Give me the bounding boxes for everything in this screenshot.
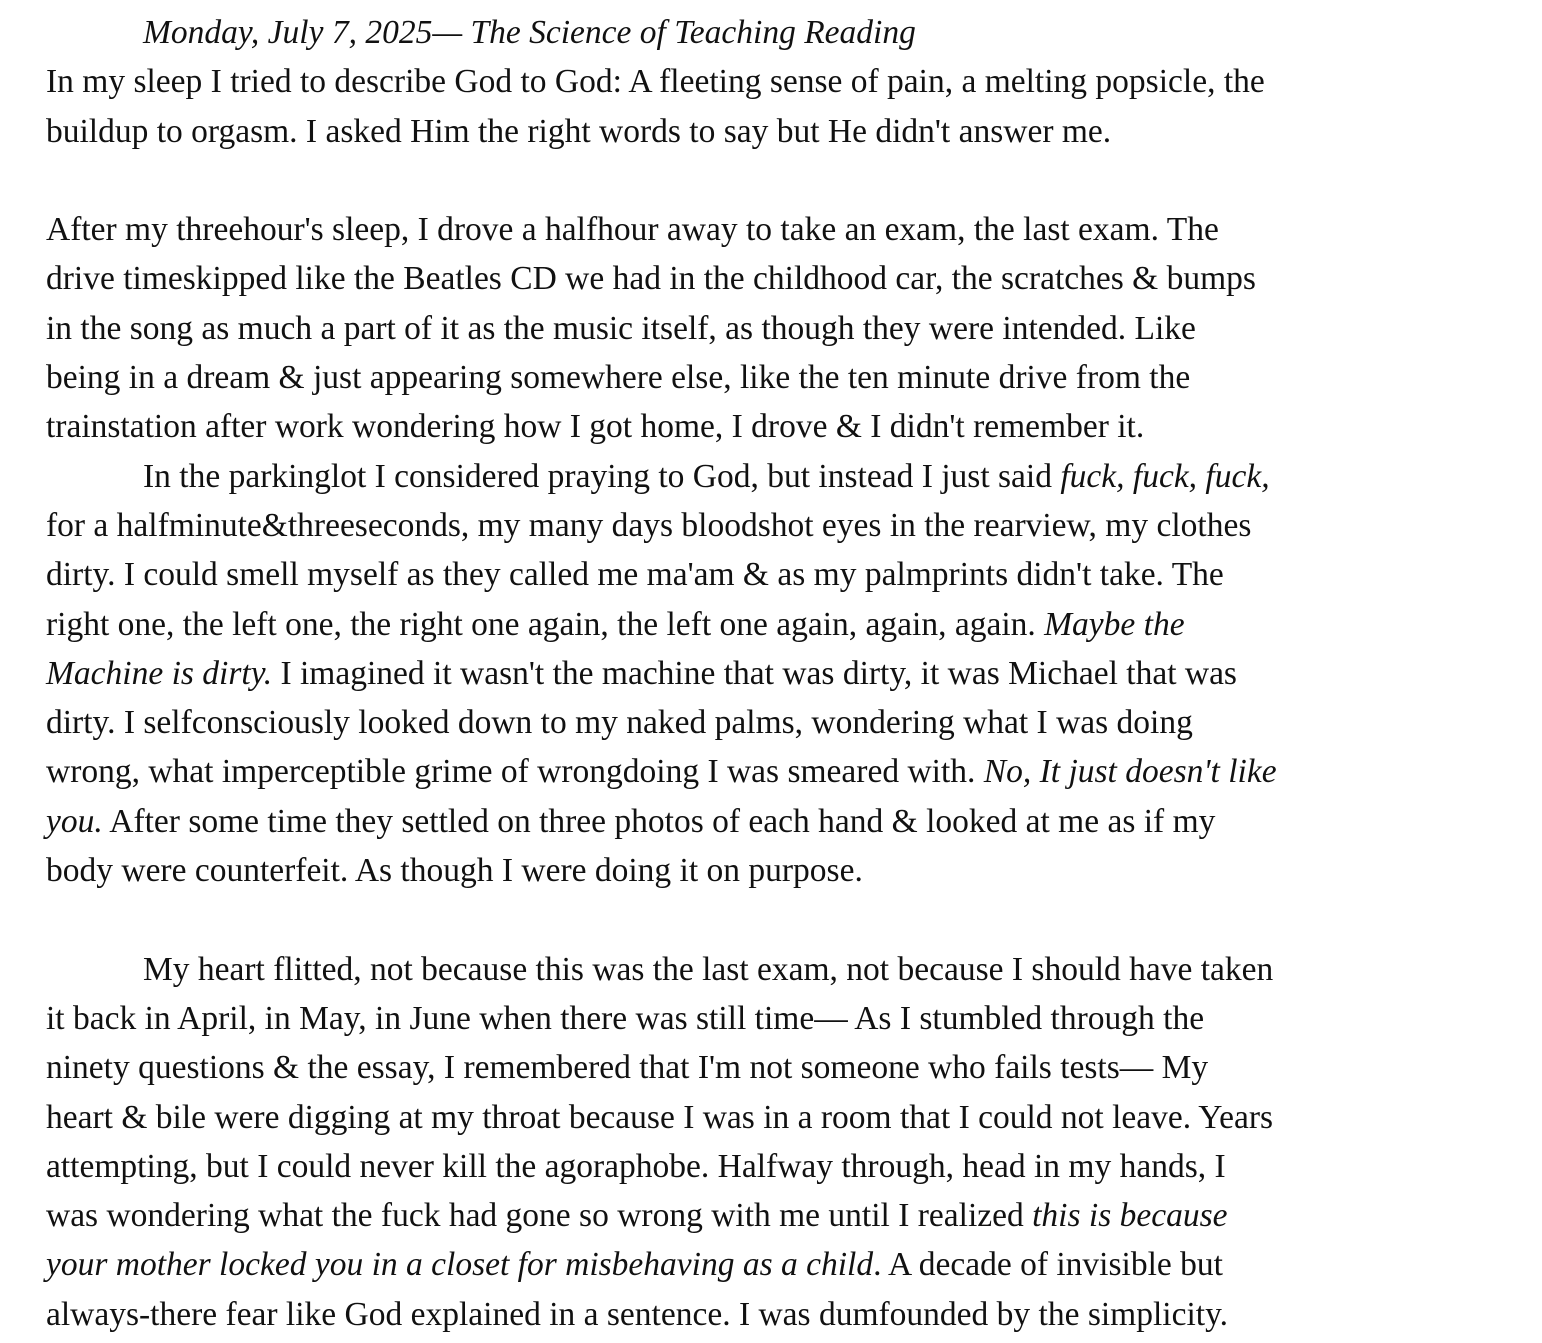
text-run: After some time they settled on three photos of each hand & looked at me as if my — [102, 802, 1216, 840]
text-line — [46, 1142, 1446, 1191]
text-line — [46, 402, 1446, 451]
text-line — [46, 600, 1446, 649]
text-line — [46, 649, 1446, 698]
italic-text: fuck, fuck, fuck, — [1060, 457, 1270, 495]
text-run: in the song as much a part of it as the music itself, as though they were intended. Like — [46, 309, 1196, 347]
text-run: drive timeskipped like the Beatles CD we had in the childhood car, the scratches & bumps — [46, 260, 1256, 298]
text-run: My heart flitted, not because this was the last exam, not because I should have taken — [143, 950, 1274, 988]
text-line — [46, 1290, 1446, 1339]
text-line — [46, 994, 1446, 1043]
text-line — [46, 501, 1446, 550]
text-run: trainstation after work wondering how I got home, I drove & I didn't remember it. — [46, 408, 1145, 446]
paragraph-break — [46, 895, 1446, 944]
text-run: ninety questions & the essay, I remembered that I'm not someone who fails tests— My — [46, 1049, 1209, 1087]
text-run: being in a dream & just appearing somewhere else, like the ten minute drive from the — [46, 359, 1191, 397]
text-line — [46, 254, 1446, 303]
text-run: heart & bile were digging at my throat because I was in a room that I could not leave. Years — [46, 1098, 1274, 1136]
italic-text: you. — [46, 802, 103, 840]
text-line — [46, 945, 1446, 994]
text-run: body were counterfeit. As though I were doing it on purpose. — [46, 852, 863, 890]
text-run: In the parkinglot I considered praying to God, but instead I just said — [143, 457, 1061, 495]
text-run: it back in April, in May, in June when there was still time— As I stumbled through the — [46, 999, 1205, 1037]
paragraph — [46, 945, 1446, 1339]
text-line — [46, 550, 1446, 599]
paragraph — [46, 452, 1446, 896]
paragraph — [46, 205, 1446, 451]
text-line — [46, 1240, 1446, 1289]
text-line — [46, 107, 1446, 156]
text-line — [46, 846, 1446, 895]
entry-body — [46, 57, 1446, 1339]
text-line — [46, 452, 1446, 501]
text-line — [46, 353, 1446, 402]
text-run: I imagined it wasn't the machine that was dirty, it was Michael that was — [272, 654, 1237, 692]
text-run: dirty. I could smell myself as they called me ma'am & as my palmprints didn't take. The — [46, 556, 1224, 594]
text-line — [46, 57, 1446, 106]
text-line — [46, 304, 1446, 353]
text-run: was wondering what the fuck had gone so wrong with me until I realized — [46, 1197, 1033, 1235]
paragraph-break — [46, 156, 1446, 205]
italic-text: Maybe the — [1044, 605, 1185, 643]
text-line — [46, 205, 1446, 254]
text-run: always-there fear like God explained in a sentence. I was dumfounded by the simplicity. — [46, 1295, 1229, 1333]
text-run: dirty. I selfconsciously looked down to my naked palms, wondering what I was doing — [46, 704, 1193, 742]
italic-text: Machine is dirty. — [46, 654, 273, 692]
text-run: attempting, but I could never kill the agoraphobe. Halfway through, head in my hands, I — [46, 1147, 1226, 1185]
text-line — [46, 1093, 1446, 1142]
text-line — [46, 747, 1446, 796]
entry-heading: Monday, July 7, 2025— The Science of Teaching Reading — [143, 14, 916, 51]
text-line — [46, 1043, 1446, 1092]
text-run: In my sleep I tried to describe God to God: A fleeting sense of pain, a melting popsicle, the — [46, 63, 1265, 101]
text-run: . A decade of invisible but — [873, 1246, 1223, 1284]
paragraph — [46, 57, 1446, 156]
text-line — [46, 797, 1446, 846]
italic-text: your mother locked you in a closet for misbehaving as a child — [46, 1246, 874, 1284]
italic-text: this is because — [1032, 1197, 1228, 1235]
text-run: right one, the left one, the right one again, the left one again, again, again. — [46, 605, 1045, 643]
text-run: buildup to orgasm. I asked Him the right words to say but He didn't answer me. — [46, 112, 1112, 150]
document-page — [46, 8, 1446, 1339]
text-run: After my threehour's sleep, I drove a halfhour away to take an exam, the last exam. The — [46, 211, 1219, 249]
text-run: for a halfminute&threeseconds, my many days bloodshot eyes in the rearview, my clothes — [46, 506, 1252, 544]
italic-text: No, It just doesn't like — [983, 753, 1277, 791]
text-line — [46, 1191, 1446, 1240]
text-run: wrong, what imperceptible grime of wrongdoing I was smeared with. — [46, 753, 984, 791]
text-line — [46, 698, 1446, 747]
